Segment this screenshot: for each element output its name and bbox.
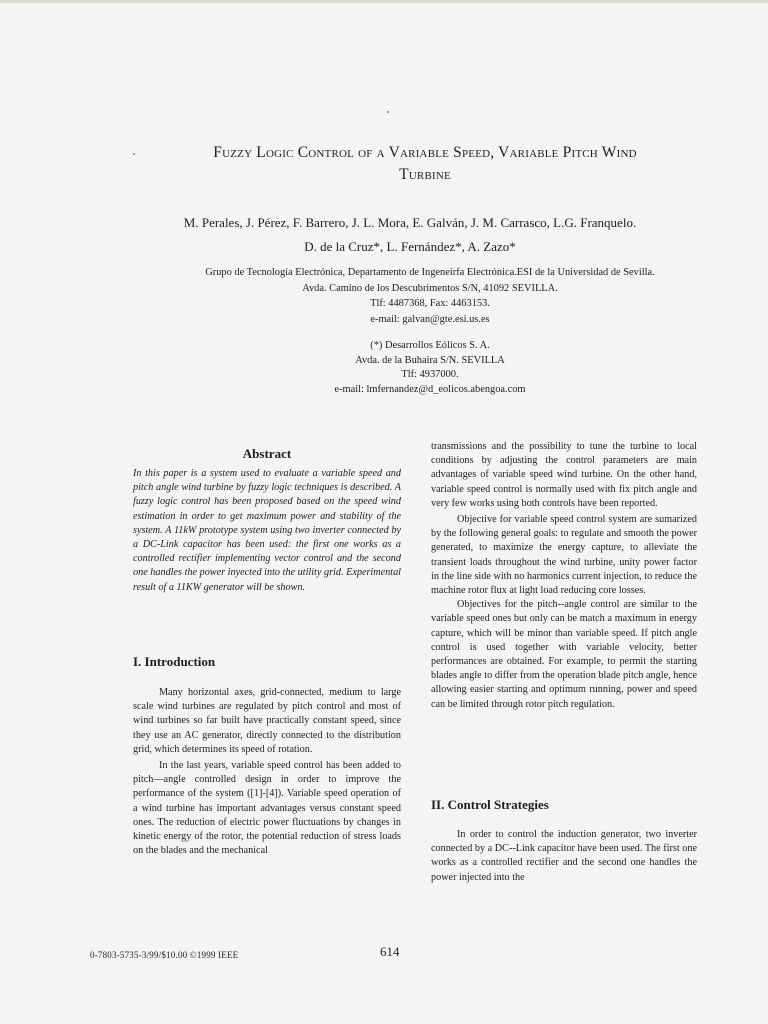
left-column [133, 446, 401, 595]
title-line-1: Fuzzy Logic Control of a Variable Speed, Variable Pitch Wind [213, 144, 637, 161]
copyright-notice: 0-7803-5735-3/99/$10.00 ©1999 IEEE [90, 950, 239, 960]
control-strategies-body [431, 828, 697, 885]
affiliation-email: e-mail: galvan@gte.esi.us.es [370, 313, 490, 325]
paper-title [120, 142, 730, 186]
right-paragraph-2: Objective for variable speed control system are sumarized by the following general goals: to regulate and smooth the power generated, to maximize the energy capture, to alleviate the transient loads throughout the wind turbine, unity power factor in the line side with no harmonics current injection, to reduce the machine rotor flux at light load reducing core losses. [431, 514, 697, 597]
introduction-paragraph-2: In the last years, variable speed control has been added to pitch—angle controlled design in order to improve the performance of the system ([1]-[4]). Variable speed operation of a wind turbine has important advantages versus constant speed ones. The reduction of electric power fluctuations by changes in kinetic energy of the rotor, the potential reduction of stress loads on the blades and the mechanical [133, 760, 401, 857]
author-list [100, 211, 720, 259]
authors-line-1: M. Perales, J. Pérez, F. Barrero, J. L. Mora, E. Galván, J. M. Carrasco, L.G. Franquelo. [183, 215, 637, 230]
page-number: 614 [380, 944, 400, 959]
abstract-text: In this paper is a system used to evaluate a variable speed and pitch angle wind turbine by fuzzy logic techniques is described. A fuzzy logic control has been proposed based on the speed wind estimation in order to get maximum power and stability of the system. A 11kW prototype system using two inverter connected by a DC-Link capacitor has been used: the first one works as a controlled rectifier implementing vector control and the second one handles the power inyected into the utility grid. Experimental result of a 11KW generator will be shown. [133, 468, 401, 593]
control-strategies-paragraph-1: In order to control the induction generator, two inverter connected by a DC--Link capacitor have been used. The first one works as a controlled rectifier and the second one handles the power injected into the [431, 829, 697, 883]
affiliation-university [140, 265, 720, 327]
title-line-2: Turbine [399, 166, 451, 183]
right-paragraph-3: Objectives for the pitch--angle control are similar to the variable speed ones but only can be match a maximum in energy capture, which will be minor than variable speed. If pitch angle control is used together with variable velocity, better performances are obtained. For example, to permit the starting blades angle to differ from the operation blade pitch angle, hence allowing easier starting and optimum running, power and speed can be limited through rotor pitch regulation. [431, 599, 697, 710]
introduction-heading: I. Introduction [133, 654, 216, 669]
affiliation-line: (*) Desarrollos Eólicos S. A. [370, 340, 490, 351]
introduction-paragraph-1: Many horizontal axes, grid-connected, medium to large scale wind turbines are regulated by pitch control and most of wind turbines so far built have practically constant speed, since they use an AC generator, directly connected to the distribution grid, which determines its speed of rotation. [133, 687, 401, 755]
affiliation-line: Avda. de la Buhaira S/N. SEVILLA [355, 354, 505, 366]
affiliation-line: Avda. Camino de los Descubrimentos S/N, 41092 SEVILLA. [302, 282, 558, 294]
affiliation-company [240, 339, 620, 397]
affiliation-email: e-mail: lmfernandez@d_eolicos.abengoa.com [334, 383, 526, 395]
control-strategies-heading: II. Control Strategies [431, 797, 549, 812]
affiliation-line: Grupo de Tecnología Electrónica, Departamento de Ingeneirfa Electrónica.ESI de la Universidad de Sevilla. [205, 267, 655, 278]
introduction-body [133, 686, 401, 858]
scan-edge [0, 0, 768, 3]
right-paragraph-1: transmissions and the possibility to tune the turbine to local conditions by adjusting the control parameters are main advantages of variable speed wind turbine. On the other hand, variable speed control is normally used with fix pitch angle and very few works using both controls have been reported. [431, 441, 697, 509]
affiliation-line: Tlf: 4487368, Fax: 4463153. [370, 298, 490, 309]
authors-line-2: D. de la Cruz*, L. Fernández*, A. Zazo* [304, 239, 516, 254]
affiliation-line: Tlf: 4937000. [401, 369, 459, 380]
right-column [431, 440, 697, 712]
scan-speck [387, 111, 389, 113]
abstract-heading: Abstract [242, 446, 292, 461]
